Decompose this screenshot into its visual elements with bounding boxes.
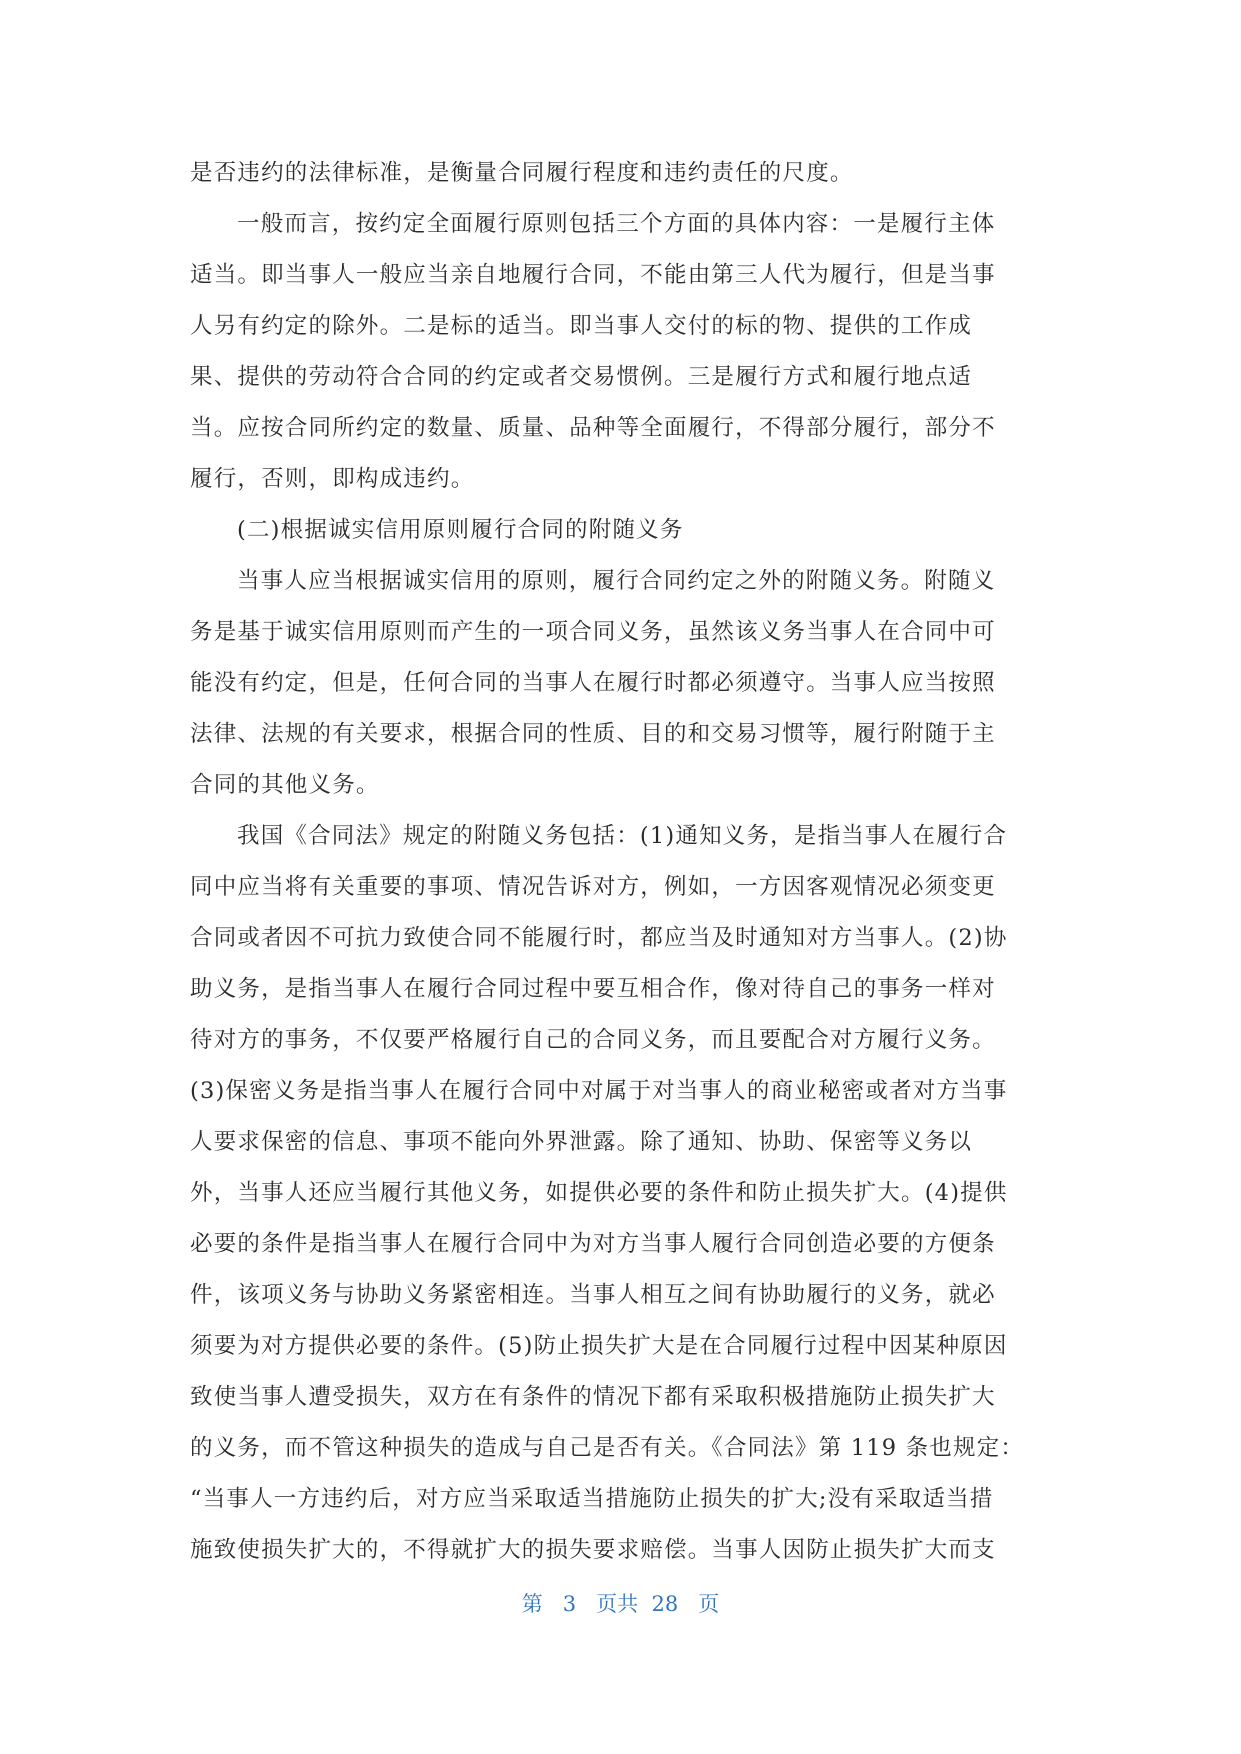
text-line: 助义务，是指当事人在履行合同过程中要互相合作，像对待自己的事务一样对 xyxy=(190,976,996,1002)
section-heading: (二)根据诚实信用原则履行合同的附随义务 xyxy=(237,517,684,543)
text-line: 一般而言，按约定全面履行原则包括三个方面的具体内容：一是履行主体 xyxy=(237,211,996,237)
text-line: 当。应按合同所约定的数量、质量、品种等全面履行，不得部分履行，部分不 xyxy=(190,415,996,441)
text-line: 务是基于诚实信用原则而产生的一项合同义务，虽然该义务当事人在合同中可 xyxy=(190,619,996,645)
text-line: 人另有约定的除外。二是标的适当。即当事人交付的标的物、提供的工作成 xyxy=(190,313,973,339)
footer-total-pages: 28 xyxy=(651,1592,679,1616)
text-line: “当事人一方违约后，对方应当采取适当措施防止损失的扩大;没有采取适当措 xyxy=(190,1486,994,1512)
text-line: 致使当事人遭受损失，双方在有条件的情况下都有采取积极措施防止损失扩大 xyxy=(190,1384,996,1410)
text-line: 同中应当将有关重要的事项、情况告诉对方，例如，一方因客观情况必须变更 xyxy=(190,874,996,900)
footer-prefix: 第 xyxy=(521,1592,543,1616)
text-line: 人要求保密的信息、事项不能向外界泄露。除了通知、协助、保密等义务以 xyxy=(190,1129,973,1155)
text-line: 能没有约定，但是，任何合同的当事人在履行时都必须遵守。当事人应当按照 xyxy=(190,670,996,696)
footer-middle: 页共 xyxy=(596,1592,639,1616)
page-footer xyxy=(0,1588,1241,1618)
text-line: 必要的条件是指当事人在履行合同中为对方当事人履行合同创造必要的方便条 xyxy=(190,1231,996,1257)
document-body xyxy=(190,148,1050,1576)
footer-current-page: 3 xyxy=(562,1592,577,1616)
text-line: 的义务，而不管这种损失的造成与自己是否有关。《合同法》第 119 条也规定： xyxy=(190,1435,1025,1461)
text-line: 履行，否则，即构成违约。 xyxy=(190,466,475,492)
text-line: 合同的其他义务。 xyxy=(190,772,380,798)
text-line: 是否违约的法律标准，是衡量合同履行程度和违约责任的尺度。 xyxy=(190,160,854,186)
text-line: 果、提供的劳动符合合同的约定或者交易惯例。三是履行方式和履行地点适 xyxy=(190,364,973,390)
text-line: 施致使损失扩大的，不得就扩大的损失要求赔偿。当事人因防止损失扩大而支 xyxy=(190,1537,996,1563)
text-line: 须要为对方提供必要的条件。(5)防止损失扩大是在合同履行过程中因某种原因 xyxy=(190,1333,1008,1359)
text-line: 适当。即当事人一般应当亲自地履行合同，不能由第三人代为履行，但是当事 xyxy=(190,262,996,288)
text-line: 合同或者因不可抗力致使合同不能履行时，都应当及时通知对方当事人。(2)协 xyxy=(190,925,1008,951)
footer-suffix: 页 xyxy=(698,1592,720,1616)
text-line: 待对方的事务，不仅要严格履行自己的合同义务，而且要配合对方履行义务。 xyxy=(190,1027,996,1053)
text-line: 外，当事人还应当履行其他义务，如提供必要的条件和防止损失扩大。(4)提供 xyxy=(190,1180,1008,1206)
text-line: 当事人应当根据诚实信用的原则，履行合同约定之外的附随义务。附随义 xyxy=(237,568,996,594)
text-line: 法律、法规的有关要求，根据合同的性质、目的和交易习惯等，履行附随于主 xyxy=(190,721,996,747)
text-line: 我国《合同法》规定的附随义务包括：(1)通知义务，是指当事人在履行合 xyxy=(237,823,1008,849)
text-line: 件，该项义务与协助义务紧密相连。当事人相互之间有协助履行的义务，就必 xyxy=(190,1282,996,1308)
text-line: (3)保密义务是指当事人在履行合同中对属于对当事人的商业秘密或者对方当事 xyxy=(190,1078,1008,1104)
